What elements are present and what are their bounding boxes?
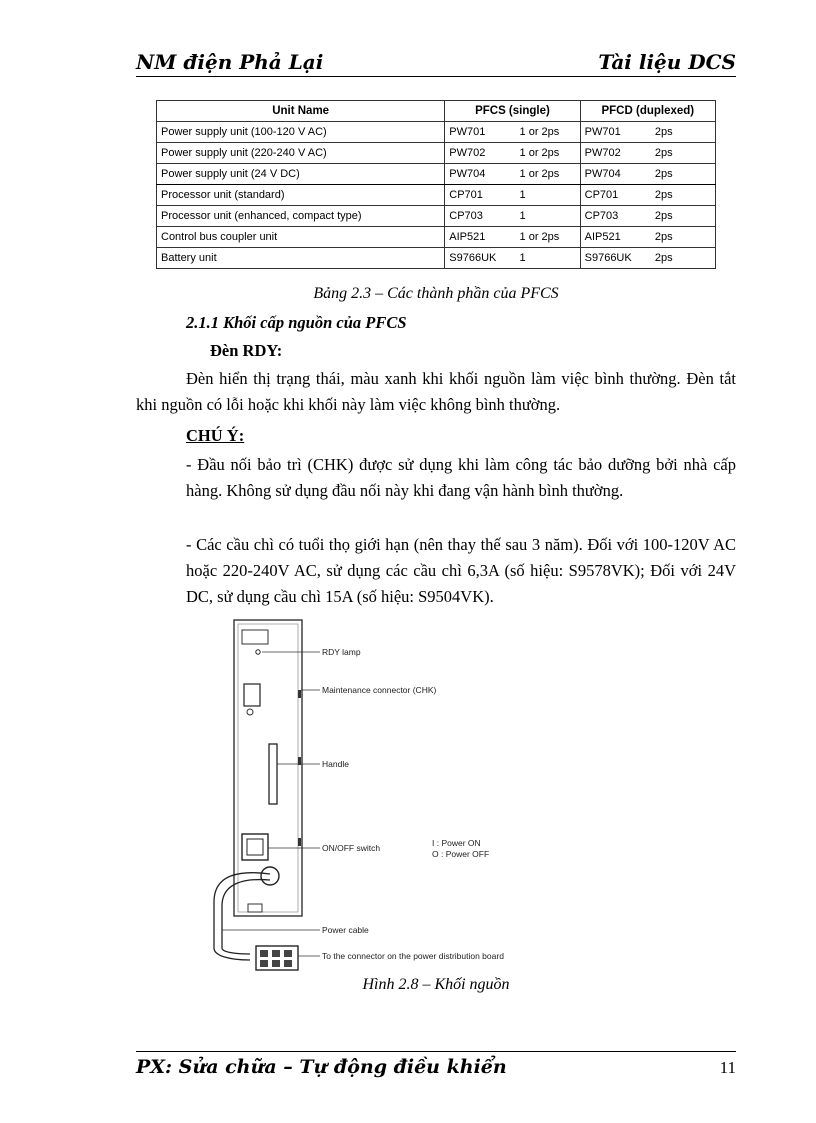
cell-unit-name: Power supply unit (24 V DC) xyxy=(157,164,445,185)
section-heading: 2.1.1 Khối cấp nguồn của PFCS xyxy=(186,313,407,332)
table-row xyxy=(157,164,716,185)
col-pfcs-single: PFCS (single) xyxy=(445,101,580,122)
page-number: 11 xyxy=(719,1058,736,1077)
cell-pfcd-part: PW702 xyxy=(580,143,651,164)
cell-unit-name: Control bus coupler unit xyxy=(157,227,445,248)
label-rdy: RDY lamp xyxy=(322,647,361,657)
cell-pfcd-part: PW704 xyxy=(580,164,651,185)
rdy-paragraph: Đèn hiển thị trạng thái, màu xanh khi khối nguồn làm việc bình thường. Đèn tắt khi nguồn có lỗi hoặc khi khối này làm việc không bình thường. xyxy=(136,369,736,414)
rdy-heading: Đèn RDY: xyxy=(210,341,283,360)
chk-connector xyxy=(244,684,260,706)
footer-department: PX: Sửa chữa – Tự động điều khiển xyxy=(136,1056,507,1078)
label-chk: Maintenance connector (CHK) xyxy=(322,685,437,695)
table-row xyxy=(157,227,716,248)
header-doc-name: Tài liệu DCS xyxy=(598,50,736,74)
units-table xyxy=(156,100,716,269)
cell-pfcs-part: AIP521 xyxy=(445,227,516,248)
label-power-off: O : Power OFF xyxy=(432,849,490,859)
cell-pfcs-qty: 1 xyxy=(516,248,581,269)
cell-unit-name: Battery unit xyxy=(157,248,445,269)
cell-pfcs-qty: 1 or 2ps xyxy=(516,164,581,185)
cell-pfcs-part: PW701 xyxy=(445,122,516,143)
cell-pfcs-qty: 1 or 2ps xyxy=(516,143,581,164)
cell-pfcs-part: CP701 xyxy=(445,185,516,206)
cell-pfcd-qty: 2ps xyxy=(651,206,716,227)
cell-pfcd-qty: 2ps xyxy=(651,185,716,206)
label-cable: Power cable xyxy=(322,925,369,935)
cell-unit-name: Power supply unit (220-240 V AC) xyxy=(157,143,445,164)
cell-pfcs-part: CP703 xyxy=(445,206,516,227)
figure-caption: Hình 2.8 – Khối nguồn xyxy=(362,976,510,993)
cell-pfcd-part: CP703 xyxy=(580,206,651,227)
top-plate xyxy=(242,630,268,644)
table-header-row xyxy=(157,101,716,122)
cell-unit-name: Processor unit (enhanced, compact type) xyxy=(157,206,445,227)
label-connector: To the connector on the power distribution board xyxy=(322,951,504,961)
col-unit-name: Unit Name xyxy=(157,101,445,122)
onoff-switch xyxy=(242,834,268,860)
table-row xyxy=(157,185,716,206)
cell-pfcd-qty: 2ps xyxy=(651,248,716,269)
cell-pfcs-qty: 1 xyxy=(516,206,581,227)
cell-pfcd-part: AIP521 xyxy=(580,227,651,248)
table-row xyxy=(157,248,716,269)
page-footer xyxy=(136,1051,736,1082)
cell-pfcs-qty: 1 or 2ps xyxy=(516,227,581,248)
table-row xyxy=(157,206,716,227)
cell-pfcd-part: PW701 xyxy=(580,122,651,143)
cell-pfcd-qty: 2ps xyxy=(651,227,716,248)
cell-pfcs-part: S9766UK xyxy=(445,248,516,269)
power-unit-diagram xyxy=(200,612,600,972)
table-row xyxy=(157,122,716,143)
cell-pfcd-part: S9766UK xyxy=(580,248,651,269)
table-caption: Bảng 2.3 – Các thành phần của PFCS xyxy=(313,285,559,302)
cell-pfcs-part: PW704 xyxy=(445,164,516,185)
label-handle: Handle xyxy=(322,759,349,769)
label-switch: ON/OFF switch xyxy=(322,843,381,853)
note-2: - Các cầu chì có tuổi thọ giới hạn (nên thay thế sau 3 năm). Đối với 100-120V AC hoặc 220-240V AC, sử dụng các cầu chì 6,3A (số hiệu: S9578VK); Đối với 24V DC, sử dụng cầu chì 15A (số hiệu: S9504VK). xyxy=(186,535,736,606)
note-heading: CHÚ Ý: xyxy=(186,426,245,445)
table-body xyxy=(157,122,716,269)
note-1: - Đầu nối bảo trì (CHK) được sử dụng khi làm công tác bảo dưỡng bởi nhà cấp hàng. Không sử dụng đầu nối này khi đang vận hành bình thường. xyxy=(186,455,736,500)
cell-pfcd-qty: 2ps xyxy=(651,164,716,185)
label-power-on: I : Power ON xyxy=(432,838,481,848)
table-row xyxy=(157,143,716,164)
power-unit-figure xyxy=(200,612,600,972)
cell-pfcs-qty: 1 xyxy=(516,185,581,206)
cell-pfcs-qty: 1 or 2ps xyxy=(516,122,581,143)
cell-pfcd-part: CP701 xyxy=(580,185,651,206)
cell-pfcd-qty: 2ps xyxy=(651,143,716,164)
cell-unit-name: Processor unit (standard) xyxy=(157,185,445,206)
cell-pfcd-qty: 2ps xyxy=(651,122,716,143)
unit-body xyxy=(234,620,302,916)
cell-pfcs-part: PW702 xyxy=(445,143,516,164)
handle xyxy=(269,744,277,804)
page-header xyxy=(136,46,736,77)
col-pfcd-duplexed: PFCD (duplexed) xyxy=(580,101,715,122)
header-title: NM điện Phả Lại xyxy=(136,50,324,74)
cell-unit-name: Power supply unit (100-120 V AC) xyxy=(157,122,445,143)
